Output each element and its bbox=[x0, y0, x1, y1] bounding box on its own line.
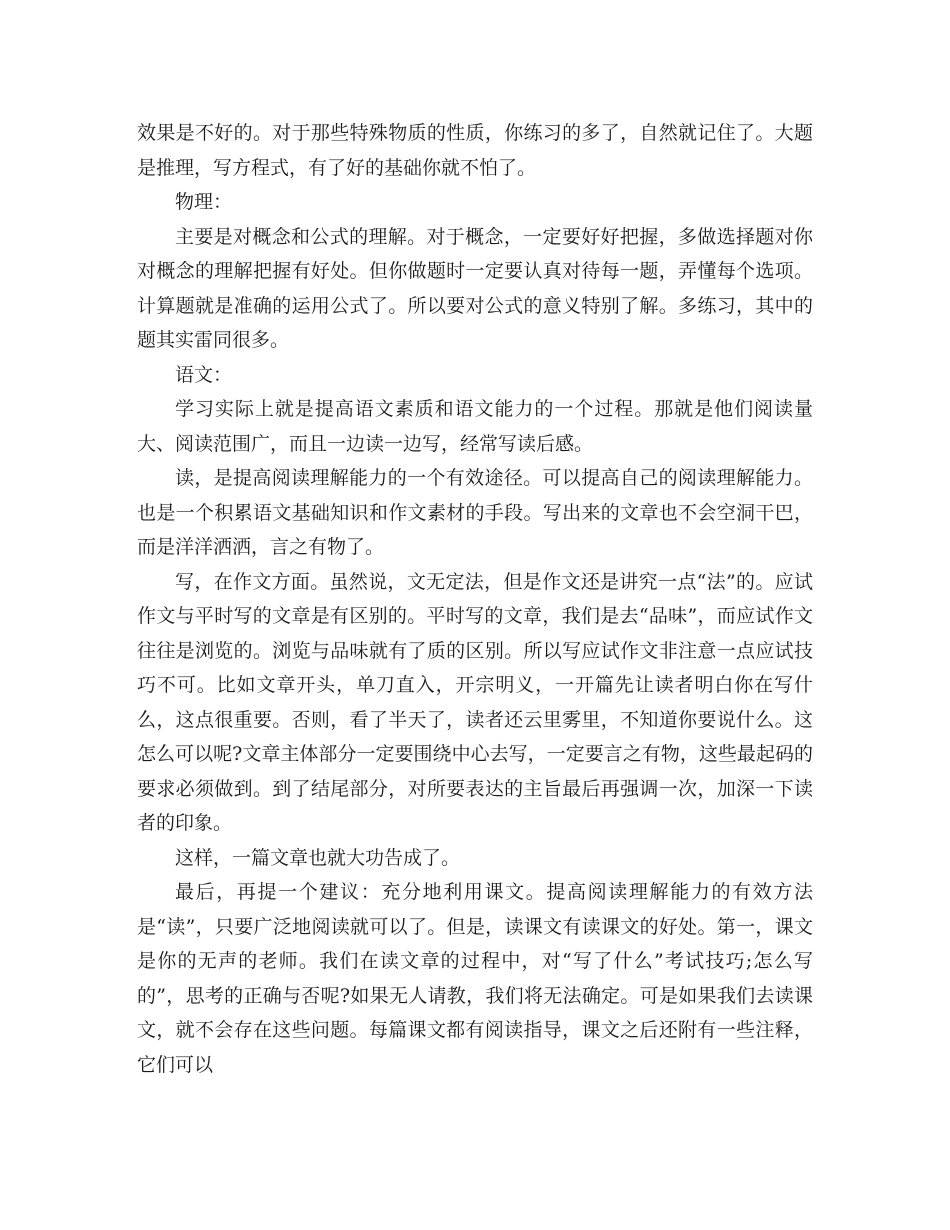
paragraph-reading: 读，是提高阅读理解能力的一个有效途径。可以提高自己的阅读理解能力。也是一个积累语文基础知识和作文素材的手段。写出来的文章也不会空洞干巴，而是洋洋洒洒，言之有物了。 bbox=[137, 467, 813, 558]
paragraph-conclusion: 这样，一篇文章也就大功告成了。 bbox=[175, 846, 461, 869]
paragraph-chinese-intro: 学习实际上就是提高语文素质和语文能力的一个过程。那就是他们阅读量大、阅读范围广，而且一边读一边写，经常写读后感。 bbox=[137, 398, 813, 455]
paragraph-chemistry-end: 效果是不好的。对于那些特殊物质的性质，你练习的多了，自然就记住了。大题是推理，写方程式，有了好的基础你就不怕了。 bbox=[137, 122, 813, 179]
heading-physics: 物理： bbox=[175, 191, 233, 213]
heading-chinese: 语文： bbox=[175, 363, 233, 386]
paragraph-writing: 写，在作文方面。虽然说，文无定法，但是作文还是讲究一点“法”的。应试作文与平时写的文章是有区别的。平时写的文章，我们是去“品味”，而应试作文往往是浏览的。浏览与品味就有了质的区别。所以写应试作文非注意一点应试技巧不可。比如文章开头，单刀直入，开宗明义，一开篇先让读者明白你在写什么，这点很重要。否则，看了半天了，读者还云里雾里，不知道你要说什么。这怎么可以呢?文章主体部分一定要围绕中心去写，一定要言之有物，这些最起码的要求必须做到。到了结尾部分，对所要表达的主旨最后再强调一次，加深一下读者的印象。 bbox=[137, 570, 813, 834]
document-body bbox=[137, 116, 813, 1082]
paragraph-physics: 主要是对概念和公式的理解。对于概念，一定要好好把握，多做选择题对你对概念的理解把握有好处。但你做题时一定要认真对待每一题，弄懂每个选项。计算题就是准确的运用公式了。所以要对公式的意义特别了解。多练习，其中的题其实雷同很多。 bbox=[137, 225, 813, 351]
paragraph-suggestion: 最后，再提一个建议：充分地利用课文。提高阅读理解能力的有效方法是“读”，只要广泛地阅读就可以了。但是，读课文有读课文的好处。第一，课文是你的无声的老师。我们在读文章的过程中，对“写了什么”考试技巧;怎么写的”，思考的正确与否呢?如果无人请教，我们将无法确定。可是如果我们去读课文，就不会存在这些问题。每篇课文都有阅读指导，课文之后还附有一些注释，它们可以 bbox=[137, 881, 813, 1076]
